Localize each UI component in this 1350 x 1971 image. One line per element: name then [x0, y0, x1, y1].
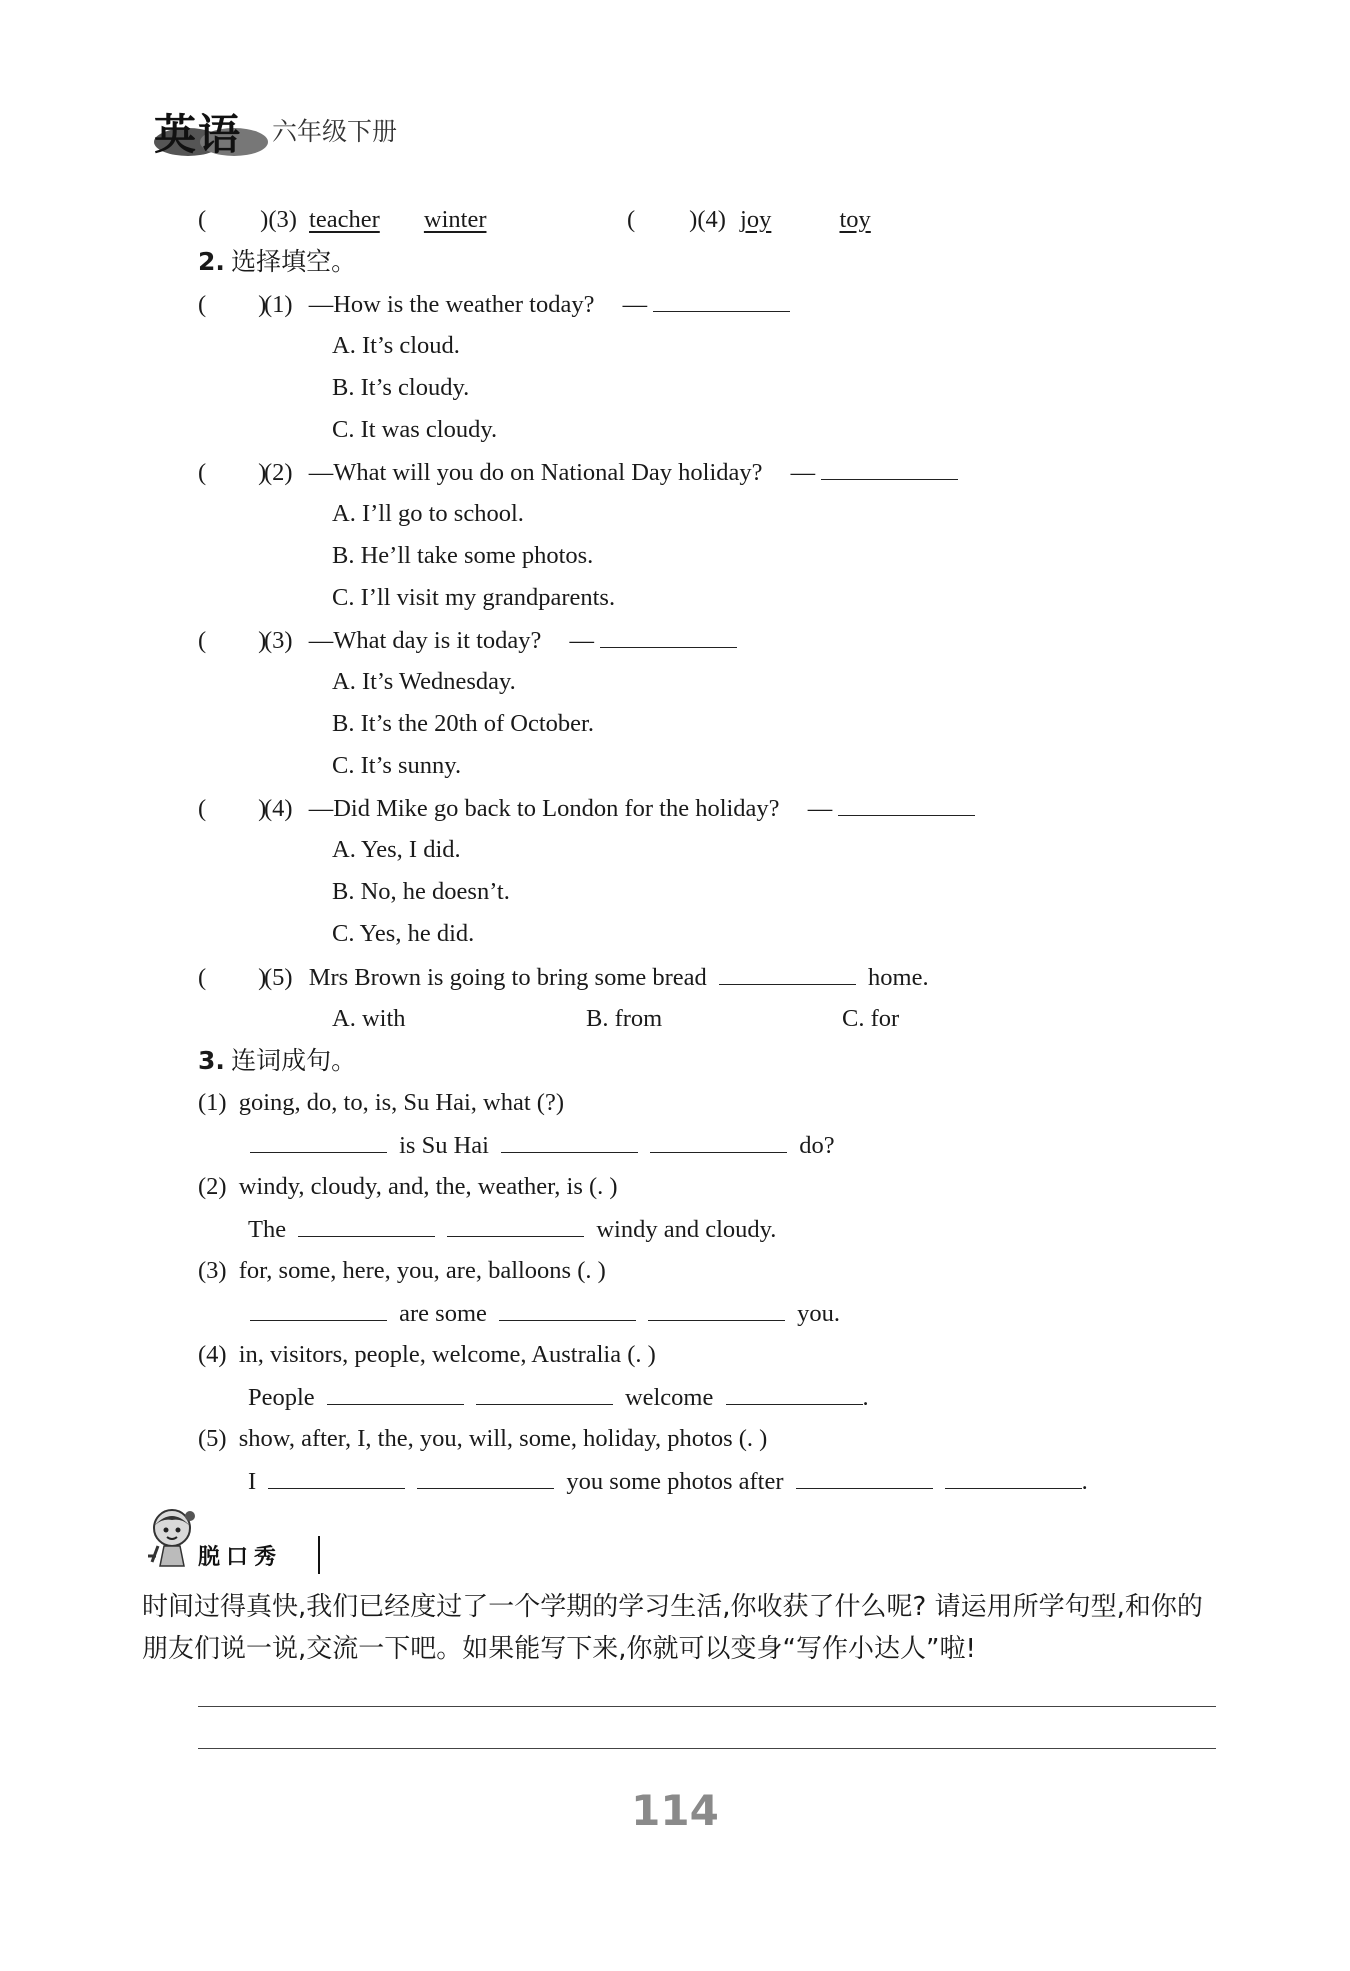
item-number: (3): [198, 1257, 227, 1284]
subject-logo: [150, 98, 270, 158]
answer-bracket[interactable]: ( ): [198, 795, 267, 822]
section-2-title: [198, 247, 356, 278]
reorder-item-5-words: [198, 1424, 767, 1454]
answer-blank[interactable]: [796, 1466, 933, 1489]
page-header: [150, 98, 398, 159]
reorder-item-3-words: [198, 1256, 606, 1286]
writing-line[interactable]: [198, 1706, 1216, 1707]
answer-bracket-open[interactable]: (: [198, 206, 207, 233]
option-b: B. It’s cloudy.: [332, 374, 470, 401]
talk-show-title: 脱口秀: [198, 1545, 283, 1570]
option-c: C. I’ll visit my grandparents.: [332, 584, 616, 611]
answer-blank[interactable]: [327, 1382, 464, 1405]
answer-bracket-close: ): [689, 206, 698, 233]
answer-blank[interactable]: [838, 793, 975, 816]
question-number: (3): [268, 206, 297, 233]
answer-bracket[interactable]: ( ): [198, 627, 267, 654]
title-divider: [318, 1536, 320, 1574]
question-text: —What day is it today?: [308, 627, 542, 654]
answer-bracket-close: ): [260, 206, 269, 233]
answer-blank[interactable]: [648, 1298, 785, 1321]
word-list: show, after, I, the, you, will, some, holiday, photos (. ): [238, 1425, 768, 1452]
mc-question-1: [198, 289, 796, 320]
option-c: C. It’s sunny.: [332, 752, 462, 779]
item-number: (1): [198, 1089, 227, 1116]
sentence-fragment: I: [248, 1468, 257, 1495]
page-number: 114: [631, 1786, 719, 1835]
talk-show-prompt: 时间过得真快,我们已经度过了一个学期的学习生活,你收获了什么呢? 请运用所学句型,和你的朋友们说一说,交流一下吧。如果能写下来,你就可以变身“写作小达人”啦!: [142, 1592, 1203, 1664]
word-teacher: teacher: [309, 206, 380, 233]
item-number: (5): [198, 1425, 227, 1452]
cartoon-girl-icon: [142, 1506, 206, 1576]
answer-blank[interactable]: [298, 1214, 435, 1237]
option-a: A. Yes, I did.: [332, 836, 461, 863]
question-number: (5): [264, 964, 293, 991]
question-number: (1): [264, 291, 293, 318]
answer-bracket[interactable]: ( ): [198, 964, 267, 991]
answer-blank[interactable]: [499, 1298, 636, 1321]
answer-blank[interactable]: [719, 962, 856, 985]
answer-blank[interactable]: [600, 625, 737, 648]
word-list: windy, cloudy, and, the, weather, is (. ): [238, 1173, 618, 1200]
sentence-fragment: is Su Hai: [399, 1132, 489, 1159]
section-heading: 连词成句。: [231, 1046, 357, 1075]
sentence-fragment: welcome: [624, 1384, 714, 1411]
reorder-item-4-words: [198, 1340, 656, 1370]
sentence-fragment: are some: [399, 1300, 487, 1327]
answer-blank[interactable]: [945, 1466, 1082, 1489]
answer-bracket-open[interactable]: (: [627, 206, 636, 233]
option-b: B. It’s the 20th of October.: [332, 710, 594, 737]
question-number: (4): [697, 206, 726, 233]
answer-blank[interactable]: [250, 1298, 387, 1321]
question-text-end: home.: [868, 964, 929, 991]
question-number: (4): [264, 795, 293, 822]
writing-line[interactable]: [198, 1748, 1216, 1749]
reorder-item-1-words: [198, 1088, 564, 1118]
answer-bracket[interactable]: ( ): [198, 459, 267, 486]
answer-blank[interactable]: [447, 1214, 584, 1237]
answer-dash: —: [807, 795, 833, 822]
option-c: C. Yes, he did.: [332, 920, 475, 947]
answer-blank[interactable]: [250, 1130, 387, 1153]
answer-blank[interactable]: [726, 1382, 863, 1405]
option-a: A. It’s cloud.: [332, 332, 460, 359]
reorder-item-1-answer: [244, 1130, 835, 1161]
question-text: —Did Mike go back to London for the holiday?: [308, 795, 780, 822]
option-c: C. It was cloudy.: [332, 416, 498, 443]
item-number: (2): [198, 1173, 227, 1200]
answer-blank[interactable]: [653, 289, 790, 312]
question-text: —What will you do on National Day holiday?: [308, 459, 763, 486]
answer-dash: —: [622, 291, 648, 318]
answer-blank[interactable]: [417, 1466, 554, 1489]
sentence-fragment: you some photos after: [566, 1468, 784, 1495]
word-toy: toy: [839, 206, 871, 233]
option-a: A. I’ll go to school.: [332, 500, 524, 527]
answer-blank[interactable]: [501, 1130, 638, 1153]
word-list: for, some, here, you, are, balloons (. ): [238, 1257, 606, 1284]
reorder-item-2-answer: [248, 1214, 776, 1245]
subject-title: 英语: [154, 110, 243, 159]
answer-dash: —: [790, 459, 816, 486]
answer-blank[interactable]: [650, 1130, 787, 1153]
sentence-fragment: windy and cloudy.: [596, 1216, 777, 1243]
option-b: B. from: [586, 1005, 663, 1032]
option-b: B. No, he doesn’t.: [332, 878, 510, 905]
pronunciation-row-4: [627, 205, 871, 235]
word-winter: winter: [423, 206, 487, 233]
reorder-item-4-answer: [248, 1382, 869, 1413]
mc-question-4: [198, 793, 981, 824]
answer-dash: —: [569, 627, 595, 654]
answer-blank[interactable]: [476, 1382, 613, 1405]
pronunciation-row: [198, 205, 486, 235]
sentence-fragment: do?: [799, 1132, 835, 1159]
option-a: A. with: [332, 1005, 406, 1032]
question-number: (3): [264, 627, 293, 654]
sentence-fragment: you.: [797, 1300, 840, 1327]
option-a: A. It’s Wednesday.: [332, 668, 516, 695]
talk-show-header: [142, 1506, 342, 1576]
option-b: B. He’ll take some photos.: [332, 542, 594, 569]
word-joy: joy: [740, 206, 772, 233]
word-list: going, do, to, is, Su Hai, what (?): [238, 1089, 564, 1116]
mc-question-3: [198, 625, 743, 656]
reorder-item-2-words: [198, 1172, 618, 1202]
mc-question-5: [198, 962, 929, 993]
question-number: (2): [264, 459, 293, 486]
section-heading: 选择填空。: [231, 247, 357, 276]
answer-blank[interactable]: [268, 1466, 405, 1489]
section-number: 3.: [198, 1046, 225, 1075]
question-text: Mrs Brown is going to bring some bread: [308, 964, 707, 991]
reorder-item-3-answer: [244, 1298, 840, 1329]
question-text: —How is the weather today?: [308, 291, 595, 318]
sentence-fragment: The: [248, 1216, 287, 1243]
answer-bracket[interactable]: ( ): [198, 291, 267, 318]
section-3-title: [198, 1046, 356, 1077]
section-number: 2.: [198, 247, 225, 276]
reorder-item-5-answer: [248, 1466, 1088, 1497]
item-number: (4): [198, 1341, 227, 1368]
option-c: C. for: [842, 1005, 900, 1032]
sentence-end: .: [862, 1384, 869, 1411]
sentence-end: .: [1081, 1468, 1088, 1495]
sentence-fragment: People: [248, 1384, 315, 1411]
word-list: in, visitors, people, welcome, Australia (. ): [238, 1341, 656, 1368]
grade-label: 六年级下册: [272, 117, 398, 146]
answer-blank[interactable]: [821, 457, 958, 480]
mc-question-2: [198, 457, 964, 488]
